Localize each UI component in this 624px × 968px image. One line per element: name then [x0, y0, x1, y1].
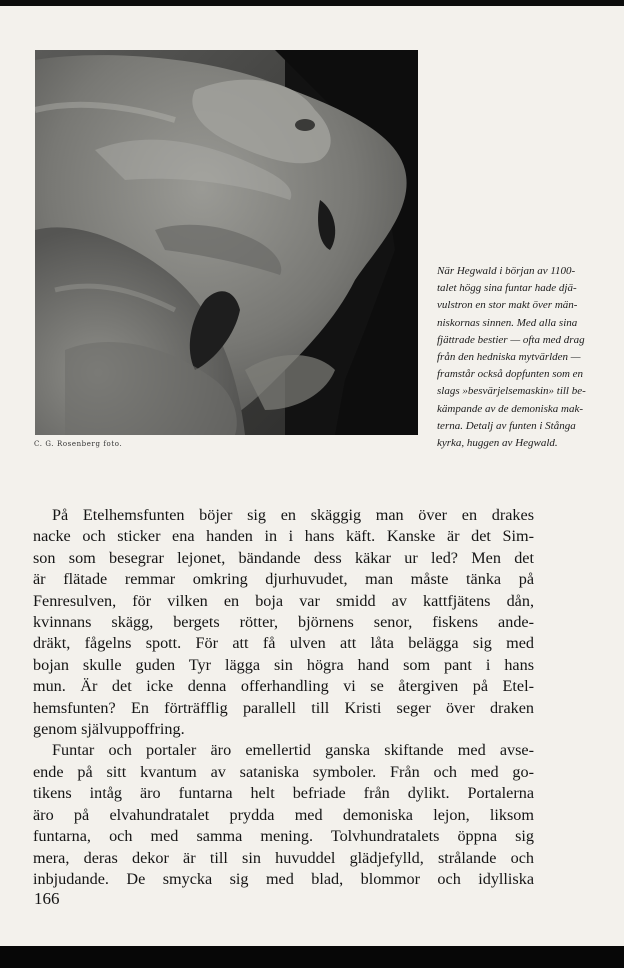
text-line: hemsfunten? En förträfflig parallell till Kristi seger över draken — [33, 698, 534, 717]
paragraph-1 — [33, 505, 534, 740]
text-line: äro på elvahundratalet prydda med demoniska lejon, liksom — [33, 805, 534, 824]
paragraph-2 — [33, 740, 534, 890]
text-line: ende på sitt kvantum av sataniska symboler. Från och med go- — [33, 762, 534, 781]
text-line: På Etelhemsfunten böjer sig en skäggig man över en drakes — [52, 506, 534, 524]
caption-line: terna. Detalj av funten i Stånga — [437, 419, 576, 432]
caption-line: När Hegwald i början av 1100- — [437, 265, 576, 277]
page-bottom-edge — [0, 946, 624, 968]
beast-head-photo — [35, 50, 418, 435]
photo-credit: C. G. Rosenberg foto. — [34, 440, 123, 448]
text-line: son som besegrar lejonet, bändande dess käkar ur led? Men det — [33, 548, 534, 567]
body-text — [33, 505, 534, 890]
photo-caption — [437, 263, 624, 452]
page-number: 166 — [34, 889, 60, 908]
text-line: Funtar och portaler äro emellertid ganska skiftande med avse- — [52, 741, 534, 760]
caption-line: slags »besvärjelsemaskin» till be- — [437, 385, 586, 398]
text-line: Fenresulven, för vilken en boja var smidd av kattfjätens dån, — [33, 591, 534, 610]
caption-line: niskornas sinnen. Med alla sina — [437, 316, 578, 329]
caption-line: kyrka, huggen av Hegwald. — [437, 437, 558, 450]
text-line: dräkt, fågelns spott. För att få ulven att låta belägga sig med — [33, 634, 534, 653]
text-line: funtarna, och med samma mening. Tolvhundratalets öppna sig — [33, 827, 534, 846]
text-line: genom självuppoffring. — [33, 720, 185, 739]
text-line: mera, deras dekor är till sin huvuddel glädjefylld, strålande och — [33, 848, 534, 867]
text-line: mun. Är det icke denna offerhandling vi se återgiven på Etel- — [33, 677, 534, 696]
caption-line: vulstron en stor makt över män- — [437, 299, 578, 312]
caption-line: talet högg sina funtar hade djä- — [437, 282, 577, 295]
text-line: nacke och sticker ena handen in i hans käft. Kanske är det Sim- — [33, 527, 534, 546]
text-line: bojan skulle guden Tyr lägga sin högra hand som pant i hans — [33, 655, 534, 674]
caption-line: kämpande av de demoniska mak- — [437, 402, 584, 415]
stone-carving-image — [35, 50, 418, 435]
caption-line: framstår också dopfunten som en — [437, 368, 584, 381]
text-line: tikens intåg äro funtarna helt befriade från dylikt. Portalerna — [33, 784, 534, 803]
text-line: kvinnans skägg, bergets rötter, björnens senor, fiskens ande- — [33, 613, 534, 632]
caption-line: från den hedniska mytvärlden — — [437, 351, 581, 364]
text-line: inbjudande. De smycka sig med blad, blommor och idylliska — [33, 869, 534, 888]
page-top-edge — [0, 0, 624, 6]
caption-line: fjättrade bestier — ofta med drag — [437, 333, 585, 346]
text-line: är flätade remmar omkring djurhuvudet, man måste tänka på — [33, 570, 534, 589]
